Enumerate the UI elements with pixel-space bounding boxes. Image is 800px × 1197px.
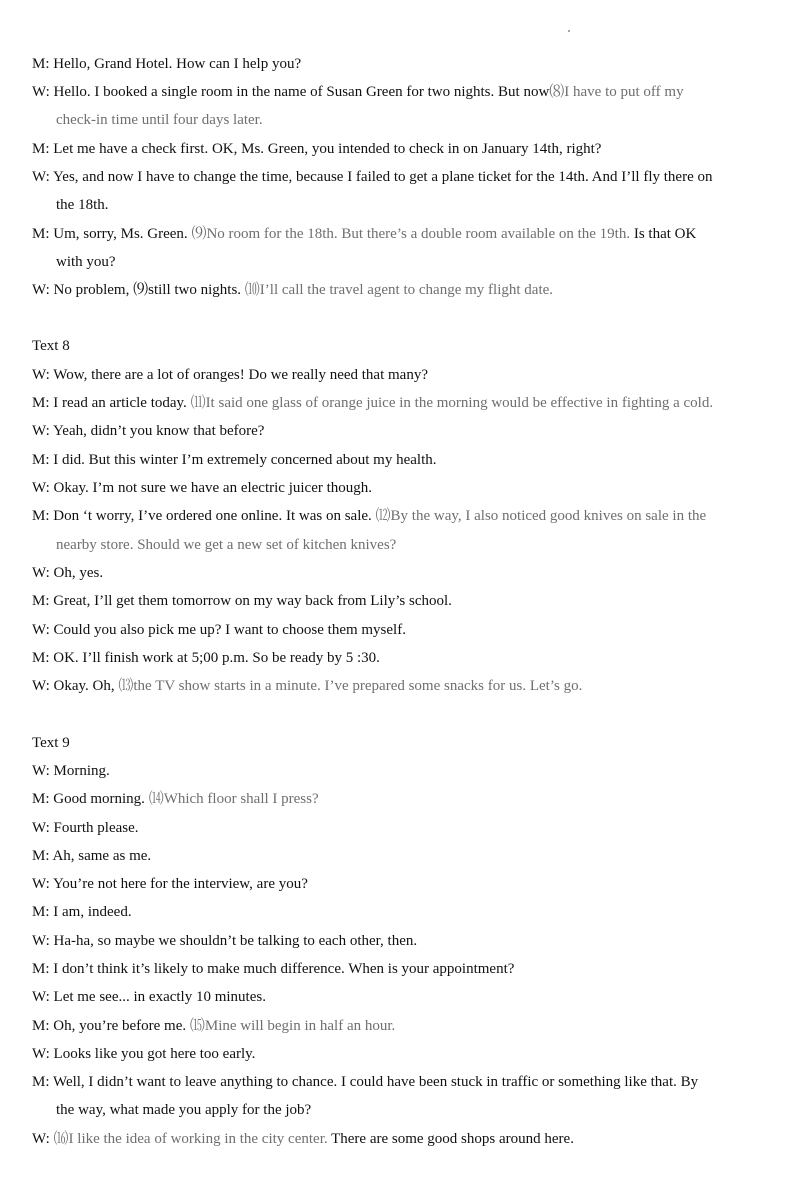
- dialogue-line: W: Looks like you got here too early.: [32, 1046, 256, 1062]
- dialogue-line: W: Wow, there are a lot of oranges! Do we really need that many?: [32, 367, 428, 383]
- dialogue-line-continuation: with you?: [56, 254, 116, 270]
- dialogue-line-continuation: the 18th.: [56, 197, 109, 213]
- dialogue-line: M: Hello, Grand Hotel. How can I help you?: [32, 56, 302, 72]
- dialogue-line: W: Ha-ha, so maybe we shouldn’t be talking to each other, then.: [32, 933, 418, 949]
- dialogue-line: M: Well, I didn’t want to leave anything to chance. I could have been stuck in traffic or something like that. By: [32, 1074, 699, 1090]
- dialogue-line: W: Let me see... in exactly 10 minutes.: [32, 989, 266, 1005]
- dialogue-line: M: I did. But this winter I’m extremely concerned about my health.: [32, 452, 437, 468]
- dialogue-line: W: Oh, yes.: [32, 565, 104, 581]
- dialogue-line: W: Morning.: [32, 763, 110, 779]
- dialogue-line: W: Hello. I booked a single room in the name of Susan Green for two nights. But now⑻I have to put off my: [32, 84, 684, 100]
- dialogue-line: W: No problem, ⑼still two nights. ⑽I’ll call the travel agent to change my flight date.: [32, 282, 554, 298]
- dialogue-line: W: ⒃I like the idea of working in the city center. There are some good shops around here.: [32, 1131, 574, 1147]
- section-heading: Text 8: [32, 338, 70, 354]
- dialogue-line: W: Okay. I’m not sure we have an electric juicer though.: [32, 480, 373, 496]
- dialogue-line: W: Okay. Oh, ⒀the TV show starts in a minute. I’ve prepared some snacks for us. Let’s go.: [32, 678, 583, 694]
- dialogue-line: M: I don’t think it’s likely to make much difference. When is your appointment?: [32, 961, 515, 977]
- section-heading: Text 9: [32, 735, 70, 751]
- dialogue-line: M: Good morning. ⒁Which floor shall I press?: [32, 791, 319, 807]
- dialogue-line-continuation: nearby store. Should we get a new set of kitchen knives?: [56, 537, 397, 553]
- dialogue-line: W: Could you also pick me up? I want to choose them myself.: [32, 622, 406, 638]
- dialogue-line: M: Let me have a check first. OK, Ms. Green, you intended to check in on January 14th, right?: [32, 141, 602, 157]
- dialogue-line: M: OK. I’ll finish work at 5;00 p.m. So be ready by 5 :30.: [32, 650, 380, 666]
- dialogue-line: W: You’re not here for the interview, are you?: [32, 876, 308, 892]
- dialogue-line: W: Fourth please.: [32, 820, 139, 836]
- dialogue-line: M: Don ‘t worry, I’ve ordered one online. It was on sale. ⑿By the way, I also noticed good knives on sale in the: [32, 508, 707, 524]
- dialogue-line: M: Great, I’ll get them tomorrow on my way back from Lily’s school.: [32, 593, 452, 609]
- dialogue-line: M: Ah, same as me.: [32, 848, 152, 864]
- dialogue-line: M: I am, indeed.: [32, 904, 132, 920]
- dialogue-line-continuation: the way, what made you apply for the job?: [56, 1102, 312, 1118]
- dialogue-line: W: Yeah, didn’t you know that before?: [32, 423, 265, 439]
- dialogue-line: M: Um, sorry, Ms. Green. ⑼No room for the 18th. But there’s a double room available on the 19th. Is that OK: [32, 226, 697, 242]
- dialogue-line: M: Oh, you’re before me. ⒂Mine will begin in half an hour.: [32, 1018, 396, 1034]
- dialogue-line-continuation: check-in time until four days later.: [56, 112, 263, 128]
- dialogue-line: M: I read an article today. ⑾It said one glass of orange juice in the morning would be effective in fighting a cold.: [32, 395, 714, 411]
- dialogue-line: W: Yes, and now I have to change the time, because I failed to get a plane ticket for the 14th. And I’ll fly there on: [32, 169, 713, 185]
- page-mark: [568, 30, 570, 32]
